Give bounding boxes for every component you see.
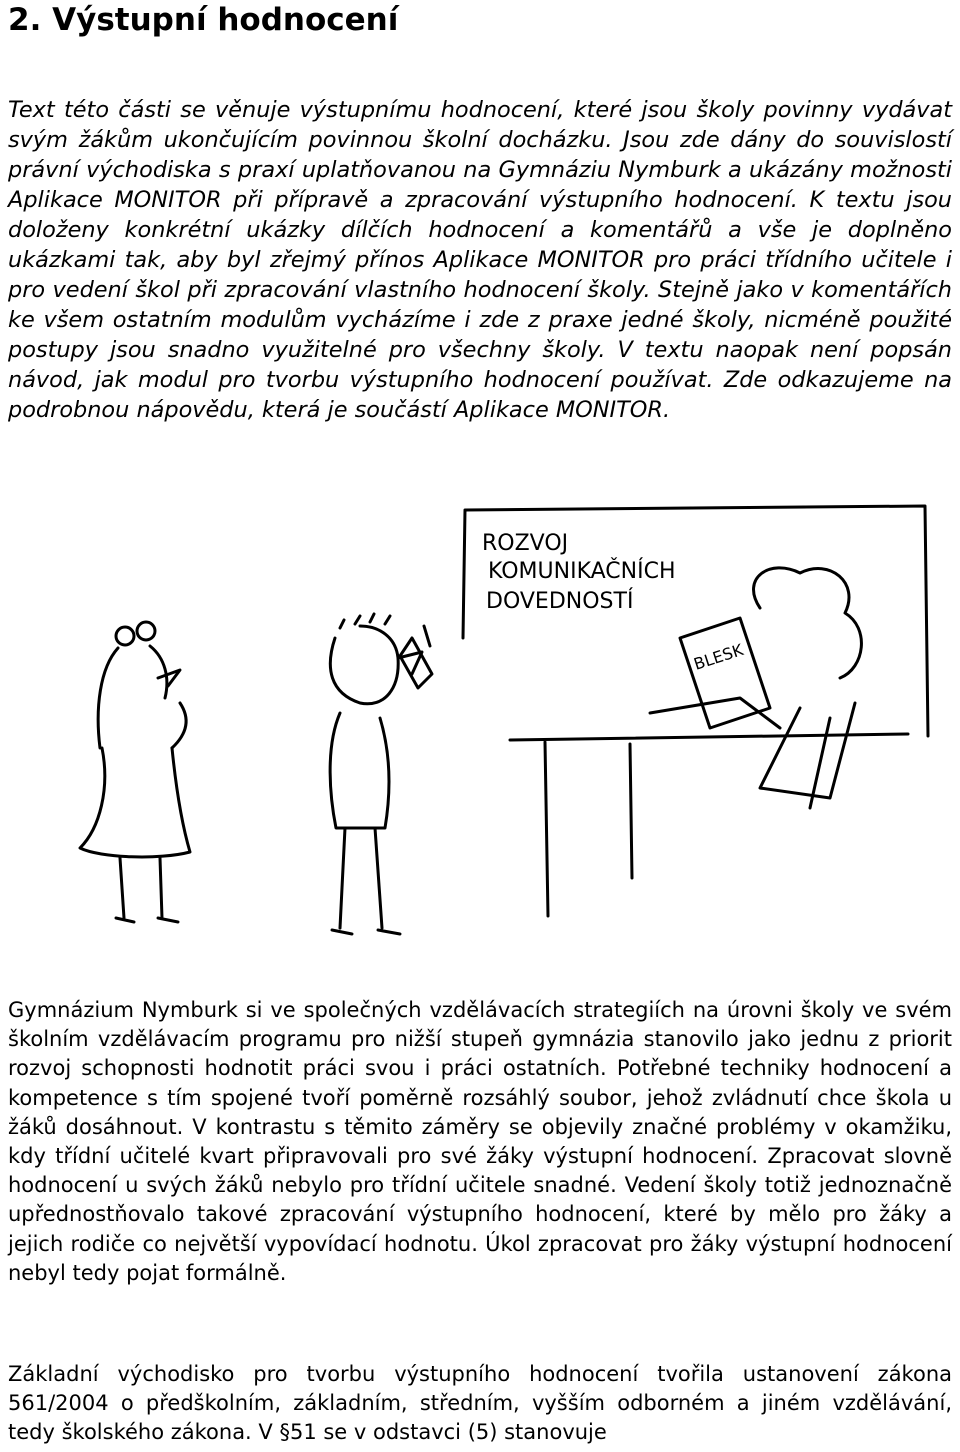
girl-figure [80,622,190,922]
teacher-figure [650,568,861,808]
board-line-2: KOMUNIKAČNÍCH [488,559,676,584]
section-heading: 2. Výstupní hodnocení [8,2,399,38]
body-paragraph-1: Gymnázium Nymburk si ve společných vzdělávacích strategiích na úrovni školy ve svém školním vzdělávacím programu pro nižší stupeň gymnázia stanovilo jako jednu z priorit rozvoj schopnosti hodnotit práci svou i práci ostatních. Potřebné techniky hodnocení a kompetence s tím spojené tvoří poměrně rozsáhlý soubor, jehož zvládnutí chce škola u žáků dosáhnout. V kontrastu s těmito záměry se objevily značné problémy v okamžiku, kdy třídní učitelé kvart připravovali pro své žáky výstupní hodnocení. Zpracovat slovně hodnocení u svých žáků nebylo pro třídní učitele snadné. Vedení školy totiž jednoznačně upřednostňovalo takové zpracování výstupního hodnocení, které by mělo pro žáky a jejich rodiče co největší vypovídací hodnotu. Úkol zpracovat pro žáky výstupní hodnocení nebyl tedy pojat formálně. [8,998,952,1285]
boy-figure [330,614,432,934]
body-paragraph-2: Základní východisko pro tvorbu výstupního hodnocení tvořila ustanovení zákona 561/2004 o předškolním, základním, středním, vyšším odborném a jiném vzdělávání, tedy školského zákona. V §51 se v odstavci (5) stanovuje [8,1362,952,1445]
desk [510,734,908,916]
cartoon-illustration [40,498,940,970]
board-line-1: ROZVOJ [482,531,569,556]
intro-paragraph: Text této části se věnuje výstupnímu hodnocení, které jsou školy povinny vydávat svým žákům ukončujícím povinnou školní docházku. Jsou zde dány do souvislostí právní východiska s praxí uplatňovanou na Gymnáziu Nymburk a ukázány možnosti Aplikace MONITOR při přípravě a zpracování výstupního hodnocení. K textu jsou doloženy konkrétní ukázky dílčích hodnocení a komentářů a vše je doplněno ukázkami tak, aby byl zřejmý přínos Aplikace MONITOR pro práci třídního učitele i pro vedení škol při zpracování vlastního hodnocení školy. Stejně jako v komentářích ke všem ostatním modulům vycházíme i zde z praxe jedné školy, nicméně použité postupy jsou snadno využitelné pro všechny školy. V textu naopak není popsán návod, jak modul pro tvorbu výstupního hodnocení používat. Zde odkazujeme na podrobnou nápovědu, která je součástí Aplikace MONITOR. [8,97,952,423]
board-line-3: DOVEDNOSTÍ [486,589,634,614]
newspaper-title: BLESK [691,640,746,674]
